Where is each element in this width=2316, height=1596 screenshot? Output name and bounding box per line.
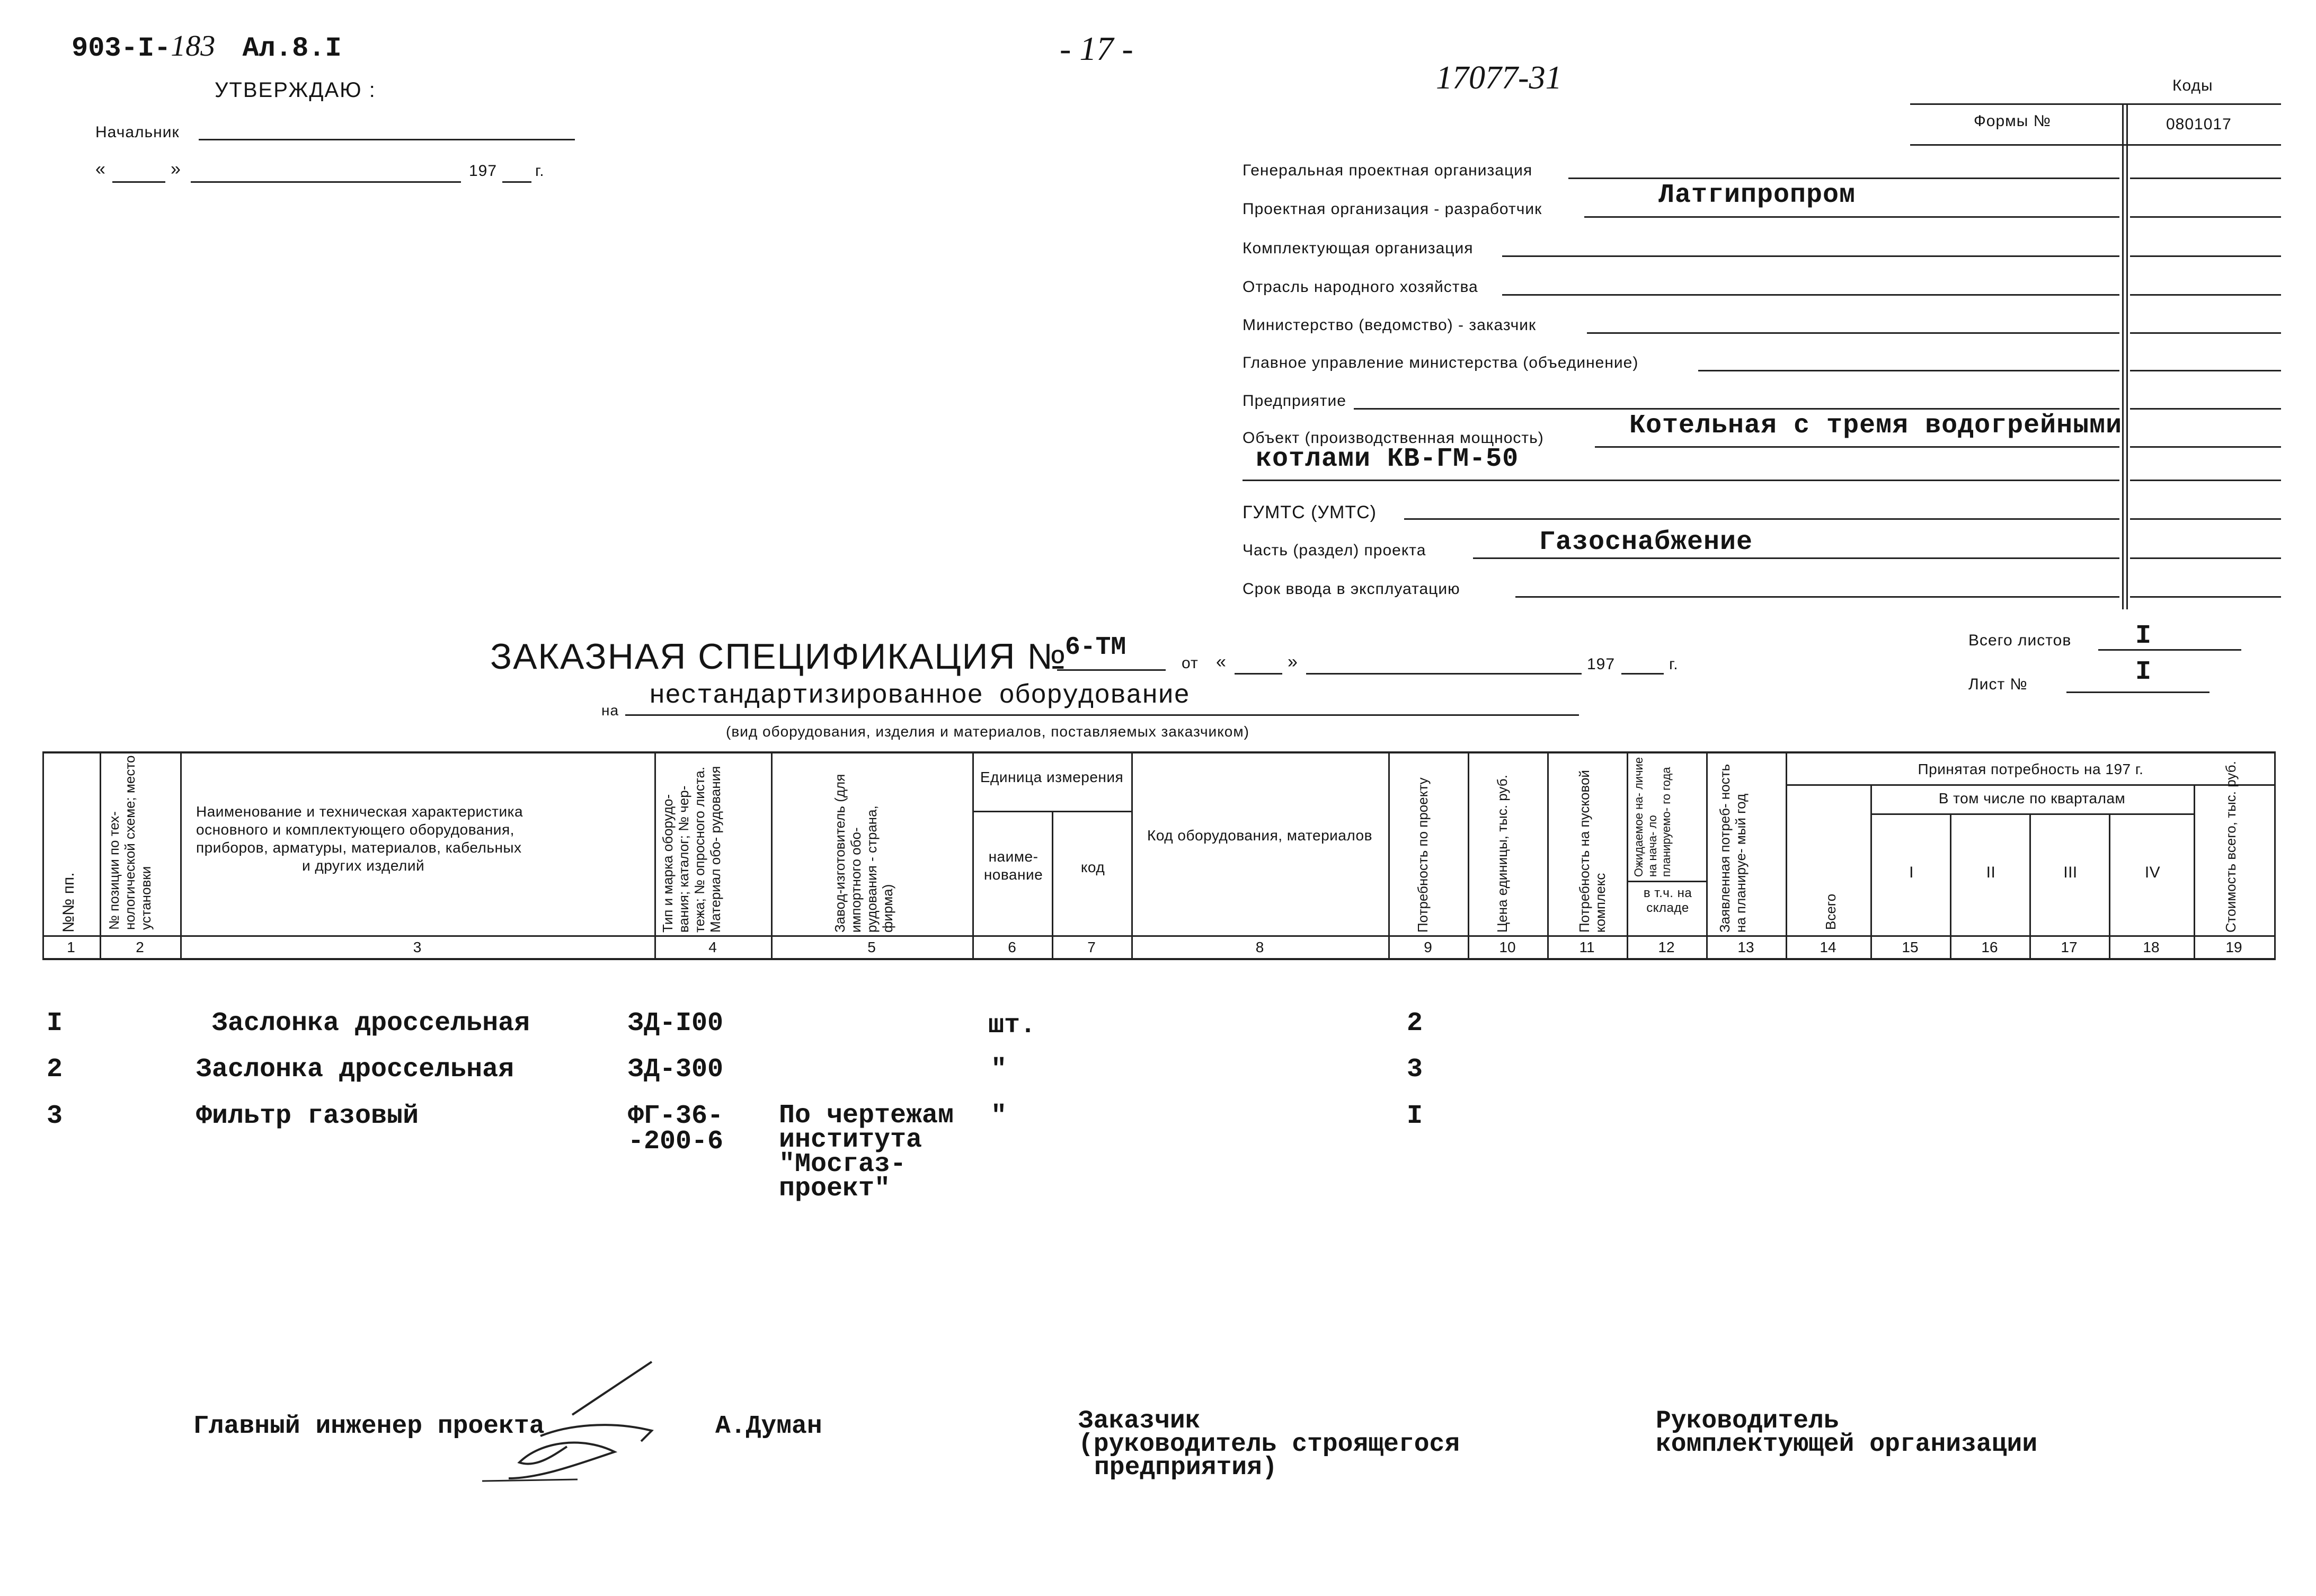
codes-divider [2122, 103, 2124, 609]
col-number: 13 [1737, 939, 1754, 955]
row-number: I [47, 1008, 63, 1039]
doc-code-suffix: Ал.8.I [242, 33, 342, 64]
h3-line-3: приборов, арматуры, материалов, кабельных [196, 839, 522, 856]
row-qty: I [1407, 1101, 1423, 1131]
col-border-7 [1131, 751, 1133, 959]
row-unit: " [991, 1054, 1007, 1085]
h4: Тип и марка оборудо- вания; каталог; № чер- тежа; № опросного листа. Материал обо- рудования [660, 766, 723, 933]
org-gumts-code-line [2130, 518, 2281, 520]
chief-engineer-label: Главный инженер проекта [193, 1412, 545, 1441]
approve-quote-open: « [95, 159, 105, 179]
org-developer-value: Латгипропром [1658, 180, 1856, 210]
spec-title: ЗАКАЗНАЯ СПЕЦИФИКАЦИЯ № [490, 636, 1067, 677]
codes-form-line [1910, 144, 2281, 146]
org-developer-code-line [2130, 216, 2281, 218]
h3-line-4: и других изделий [302, 857, 425, 874]
approve-month-line [191, 181, 461, 183]
org-ministry-label: Министерство (ведомство) - заказчик [1243, 316, 1537, 334]
approve-year-suffix: г. [535, 162, 545, 180]
col-number: 2 [136, 939, 144, 955]
col-number: 15 [1902, 939, 1919, 955]
h5: Завод-изготовитель (для импортного обо- рудования - страна, фирма) [832, 774, 895, 933]
h6: наиме- нование [983, 848, 1043, 883]
org-object-code-line-1 [2130, 446, 2281, 448]
col-number: 7 [1087, 939, 1096, 955]
org-main-dept-label: Главное управление министерства (объединение) [1243, 354, 1639, 371]
org-object-value-2: котлами КВ-ГМ-50 [1256, 444, 1519, 474]
h12a: Ожидаемое на- личие на нача- ло планируемо- го года [1632, 757, 1673, 877]
spec-subject-caption: (вид оборудования, изделия и материалов, поставляемых заказчиком) [726, 723, 1249, 740]
org-general-line [1568, 178, 2119, 179]
approve-quote-close: » [171, 159, 181, 179]
org-main-dept-code-line [2130, 370, 2281, 371]
col-border-13 [1786, 751, 1787, 959]
codes-header: Коды [2172, 77, 2213, 94]
org-branch-code-line [2130, 294, 2281, 296]
org-part-line [1473, 557, 2119, 559]
doc-code [72, 29, 342, 64]
row-qty: 2 [1407, 1008, 1423, 1039]
h12b: в т.ч. на складе [1643, 886, 1692, 915]
col-border-8 [1388, 751, 1390, 959]
spec-year-line [1621, 673, 1664, 675]
col-number: 9 [1424, 939, 1432, 955]
row-maker: По чертежам института "Мосгаз- проект" [779, 1101, 954, 1204]
col-number: 11 [1579, 939, 1595, 955]
col-border-11 [1627, 751, 1628, 959]
total-sheets-line [2098, 649, 2241, 651]
spec-number: 6-ТМ [1065, 633, 1126, 662]
org-main-dept-line [1698, 370, 2119, 371]
doc-code-prefix: 903-I- [72, 33, 171, 64]
org-enterprise-code-line [2130, 408, 2281, 410]
accepted-sub-line [1786, 784, 2276, 786]
q4: IV [2144, 864, 2161, 881]
approve-year: 197 [469, 162, 498, 180]
h19: Стоимость всего, тыс. руб. [2223, 761, 2239, 933]
form-label: Формы № [1974, 112, 2051, 130]
col-number: 17 [2061, 939, 2078, 955]
row-unit: шт. [988, 1010, 1036, 1041]
spec-quote-open: « [1216, 652, 1226, 672]
col-border-1 [100, 751, 101, 959]
sheet-number: I [2135, 657, 2152, 687]
col-number: 4 [708, 939, 717, 955]
org-term-line [1515, 596, 2119, 598]
org-object-label: Объект (производственная мощность) [1243, 429, 1544, 447]
row-name: Заслонка дроссельная [196, 1054, 514, 1085]
row-name: Фильтр газовый [196, 1101, 419, 1131]
org-gumts-line [1404, 518, 2119, 520]
org-object-line-2 [1243, 480, 2119, 481]
table-header-bottom [42, 958, 2276, 960]
row-qty: 3 [1407, 1054, 1423, 1085]
col-number: 12 [1658, 939, 1675, 955]
unit-sub-line [972, 811, 1131, 812]
org-general-label: Генеральная проектная организация [1243, 162, 1533, 179]
col-border-15 [1950, 813, 1951, 959]
spec-year-suffix: г. [1669, 655, 1679, 673]
org-completing-code-line [2130, 255, 2281, 257]
col-border-17 [2109, 813, 2110, 959]
spec-from: от [1182, 654, 1199, 672]
org-term-label: Срок ввода в эксплуатацию [1243, 580, 1460, 598]
spec-day-line [1235, 673, 1282, 675]
head-line-2: комплектующей организации [1656, 1430, 2038, 1459]
customer-line-2: (руководитель строящегося [1078, 1430, 1460, 1459]
head-line-1: Руководитель [1656, 1407, 1839, 1435]
customer-line-3: предприятия) [1094, 1453, 1277, 1482]
col-border-18 [2194, 784, 2195, 959]
codes-top-line [1910, 103, 2281, 105]
col-number: 1 [67, 939, 75, 955]
h3-line-2: основного и комплектующего оборудования, [196, 821, 514, 838]
chief-line [199, 139, 575, 140]
approve-title: УТВЕРЖДАЮ : [215, 78, 376, 102]
org-developer-label: Проектная организация - разработчик [1243, 200, 1542, 218]
codes-divider-2 [2126, 103, 2128, 609]
org-ministry-code-line [2130, 332, 2281, 334]
col12-sub-line [1627, 881, 1706, 882]
org-part-code-line [2130, 557, 2281, 559]
h-unit: Единица измерения [980, 769, 1124, 785]
form-code: 0801017 [2166, 116, 2232, 133]
org-general-code-line [2130, 178, 2281, 179]
h3 [185, 803, 662, 875]
col-number: 5 [867, 939, 876, 955]
q3: III [2063, 864, 2078, 881]
col-border-14 [1870, 784, 1872, 959]
col-number: 18 [2143, 939, 2160, 955]
head-block [1656, 1407, 2038, 1459]
spec-subject: нестандартизированное оборудование [649, 681, 1190, 711]
q2: II [1986, 864, 1996, 881]
sheet-label: Лист № [1968, 676, 2028, 693]
quarters-sub-line [1870, 813, 2194, 815]
org-completing-label: Комплектующая организация [1243, 240, 1474, 257]
customer-line-1: Заказчик [1078, 1407, 1201, 1435]
col-number: 8 [1255, 939, 1264, 955]
h1: №№ пп. [60, 872, 77, 933]
row-number: 3 [47, 1101, 63, 1131]
col-number: 6 [1008, 939, 1016, 955]
col-number: 16 [1981, 939, 1998, 955]
h-quarters: В том числе по кварталам [1938, 790, 2126, 806]
customer-block [1078, 1407, 1460, 1482]
org-object-code-line-2 [2130, 480, 2281, 481]
col-number: 10 [1499, 939, 1516, 955]
h3-line-1: Наименование и техническая характеристика [196, 803, 523, 820]
table-numbers-top [42, 935, 2276, 937]
org-enterprise-line [1354, 408, 2119, 410]
col-border-5 [972, 751, 974, 959]
org-completing-line [1502, 255, 2119, 257]
col-border-0 [42, 751, 44, 959]
org-term-code-line [2130, 596, 2281, 598]
org-object-line-1 [1595, 446, 2119, 448]
spec-year: 197 [1587, 655, 1616, 673]
spec-number-line [1057, 669, 1166, 671]
total-sheets: I [2135, 621, 2152, 651]
org-gumts-label: ГУМТС (УМТС) [1243, 502, 1377, 522]
col-number: 19 [2225, 939, 2242, 955]
col-border-19 [2274, 751, 2276, 959]
col-border-6 [1052, 811, 1053, 959]
h9: Потребность по проекту [1415, 777, 1431, 933]
org-developer-line [1584, 216, 2119, 218]
h14: Всего [1823, 893, 1839, 930]
page-number: - 17 - [1060, 30, 1133, 67]
h13: Заявленная потреб- ность на планируе- мый год [1717, 764, 1749, 933]
sheet-code: 17077-31 [1436, 60, 1562, 96]
org-branch-line [1502, 294, 2119, 296]
spec-na: на [601, 702, 619, 719]
org-enterprise-label: Предприятие [1243, 392, 1346, 410]
approve-day-line [112, 181, 165, 183]
row-name: Заслонка дроссельная [212, 1008, 530, 1039]
signature-mark [477, 1356, 721, 1500]
org-part-value: Газоснабжение [1539, 527, 1753, 557]
table-top-border [42, 751, 2276, 753]
sheet-line [2066, 691, 2209, 693]
col-border-12 [1706, 751, 1708, 959]
h2: № позиции по тех- нологической схеме; место установки [106, 755, 154, 930]
row-type: ЗД-I00 [628, 1008, 724, 1039]
col-border-2 [180, 751, 182, 959]
org-branch-label: Отрасль народного хозяйства [1243, 278, 1478, 296]
col-border-16 [2029, 813, 2031, 959]
h7: код [1080, 859, 1105, 875]
total-sheets-label: Всего листов [1968, 632, 2072, 649]
spec-month-line [1306, 673, 1582, 675]
row-type: ФГ-36- -200-6 [628, 1101, 724, 1157]
chief-engineer-name: А.Думан [715, 1412, 822, 1441]
org-part-label: Часть (раздел) проекта [1243, 542, 1426, 559]
row-type: ЗД-300 [628, 1054, 724, 1085]
col-border-10 [1547, 751, 1549, 959]
org-ministry-line [1587, 332, 2119, 334]
col-number: 14 [1820, 939, 1836, 955]
col-number: 3 [413, 939, 422, 955]
col-border-4 [771, 751, 773, 959]
h10: Цена единицы, тыс. руб. [1494, 775, 1510, 933]
row-number: 2 [47, 1054, 63, 1085]
chief-label: Начальник [95, 123, 180, 141]
spec-quote-close: » [1288, 652, 1298, 672]
row-unit: " [991, 1101, 1007, 1131]
org-object-value-1: Котельная с тремя водогрейными [1629, 411, 2123, 441]
col-border-9 [1468, 751, 1469, 959]
h11: Потребность на пусковой комплекс [1576, 770, 1608, 933]
approve-year-line [502, 181, 531, 183]
q1: I [1909, 864, 1914, 881]
doc-code-hand: 183 [171, 30, 216, 63]
h-accepted: Принятая потребность на 197 г. [1918, 761, 2144, 777]
h8: Код оборудования, материалов [1147, 827, 1372, 844]
spec-subject-line [625, 714, 1579, 716]
